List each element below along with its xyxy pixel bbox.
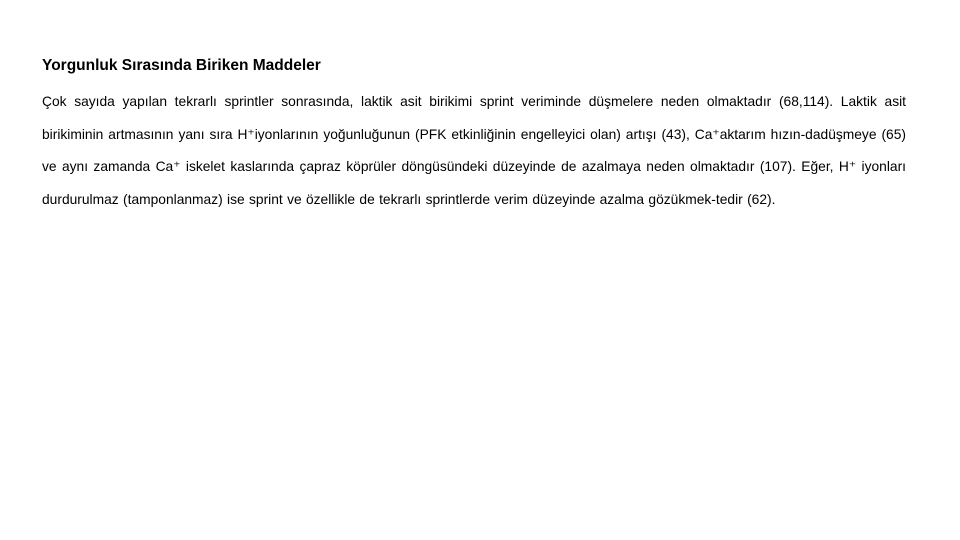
slide-title: Yorgunluk Sırasında Biriken Maddeler <box>42 57 321 74</box>
body-paragraph: Çok sayıda yapılan tekrarlı sprintler sonrasında, laktik asit birikimi sprint veriminde düşmelere neden olmaktadır (68,114). Laktik asit birikiminin artmasının yanı sıra H⁺iyonlarının yoğunluğunun (PFK etkinliğinin engelleyici olan) artışı (43), Ca⁺aktarım hızın-dadüşmeye (65) ve aynı zamanda Ca⁺ iskelet kaslarında çapraz köprüler döngüsündeki düzeyinde de azalmaya neden olmaktadır (107). Eğer, H⁺ iyonları durdurulmaz (tamponlanmaz) ise sprint ve özellikle de tekrarlı sprintlerde verim düzeyinde azalma gözükmek-tedir (62). <box>42 94 906 207</box>
